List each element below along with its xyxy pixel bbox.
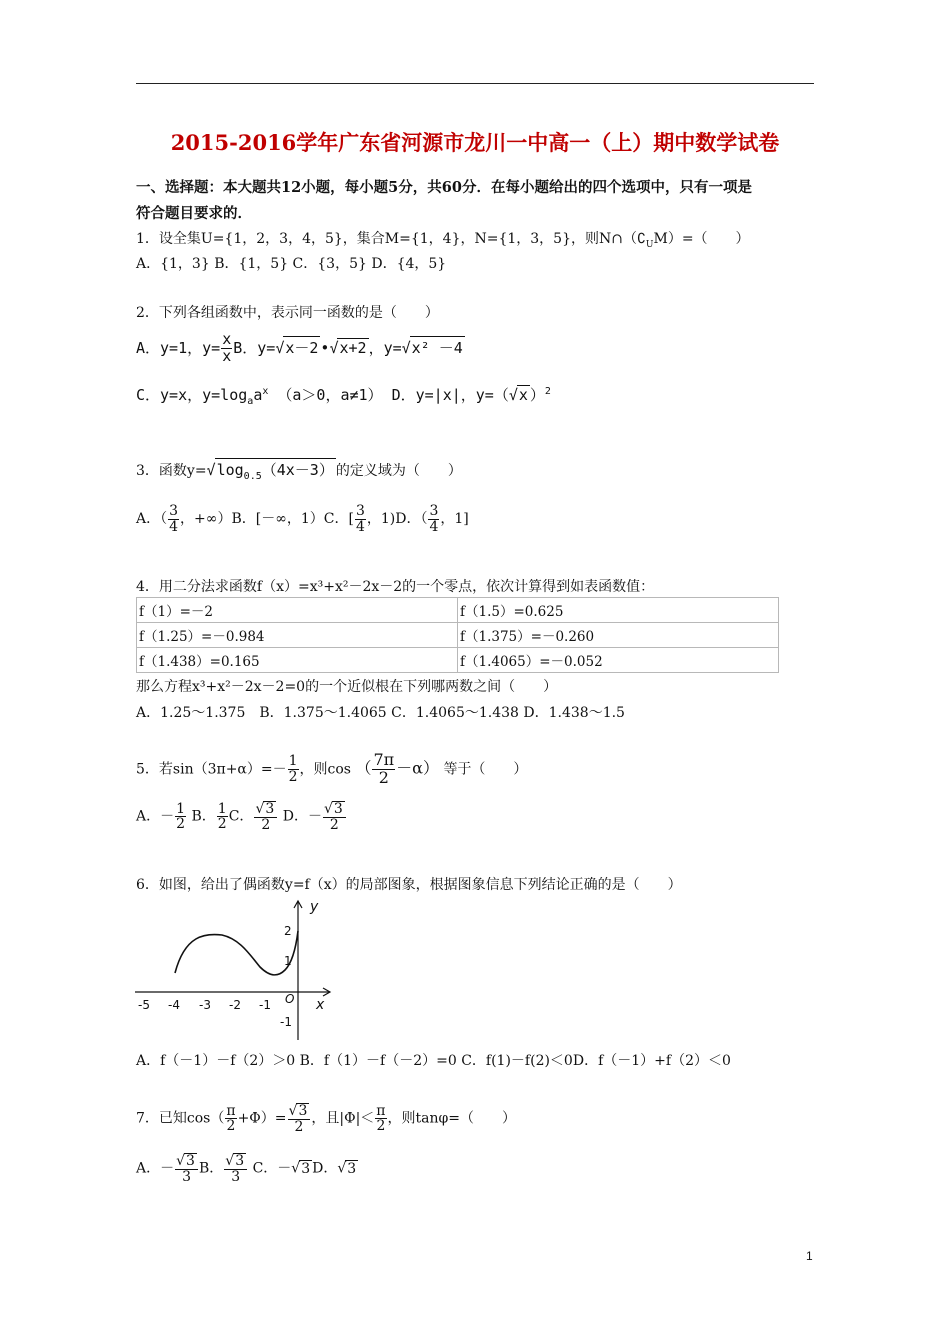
x-tick-label: -3	[199, 998, 211, 1012]
question-1-options: A．{1，3} B．{1，5} C．{3，5} D．{4，5}	[136, 256, 447, 272]
question-7-stem: 7．已知cos（ $\frac{\pi}{2}$ +Φ）= $\frac{√3}{2}$ ，且|Φ|＜ $\frac{\pi}{2}$ ，则tanφ=（ ）	[136, 1102, 517, 1135]
table-cell: f（1.375）=－0.260	[458, 623, 779, 648]
function-value-table	[136, 597, 779, 673]
fraction-x-over-x: $\frac{x}{x}$	[222, 330, 232, 365]
question-4-options: A．1.25～1.375 B．1.375～1.4065 C．1.4065～1.438 D．1.438～1.5	[136, 705, 625, 721]
table-cell: f（1.4065）=－0.052	[458, 648, 779, 673]
section-heading-line2: 符合题目要求的．	[136, 205, 252, 222]
question-4-follow: 那么方程x³+x²－2x－2=0的一个近似根在下列哪两数之间（ ）	[136, 679, 558, 695]
table-row	[137, 598, 779, 623]
question-6-stem: 6．如图，给出了偶函数y=f（x）的局部图象，根据图象信息下列结论正确的是（ ）	[136, 877, 682, 893]
origin-label: O	[285, 992, 295, 1006]
question-3-stem: 3．函数$y=√\log_{0.5}(4x-3)$ 的定义域为（ ）	[136, 458, 462, 482]
header-rule	[136, 83, 814, 84]
function-graph	[130, 895, 340, 1045]
table-cell: f（1）=－2	[137, 598, 458, 623]
question-3-options: A．（ $\frac{3}{4}$ ，+∞）B．[－∞，1）C．[ $\frac{3}{4}$ ，1)D．（ $\frac{3}{4}$ ，1]	[136, 503, 469, 535]
question-2-options-cd: C．y=x，$y=\log_aa^x$ （a＞0，a≠1） D．y=|x|，y=（√x ）$^2$	[136, 386, 551, 407]
x-tick-label: -4	[168, 998, 180, 1012]
exam-title: 2015-2016学年广东省河源市龙川一中高一（上）期中数学试卷	[170, 130, 780, 155]
y-tick-label: 2	[284, 924, 292, 938]
x-tick-label: -5	[138, 998, 150, 1012]
table-cell: f（1.25）=－0.984	[137, 623, 458, 648]
question-2-stem: 2．下列各组函数中，表示同一函数的是（ ）	[136, 305, 439, 321]
x-tick-label: -2	[229, 998, 241, 1012]
curve	[175, 931, 298, 975]
x-axis-label: x	[316, 997, 325, 1013]
question-7-options: A．－ $\frac{√3}{3}$ B． $\frac{√3}{3}$ C．－√3 D．√3	[136, 1153, 357, 1185]
question-4-stem: 4．用二分法求函数f（x）=x³+x²－2x－2的一个零点，依次计算得到如表函数值：	[136, 579, 655, 595]
table-row	[137, 623, 779, 648]
question-5-options: A．－ $\frac{1}{2}$ B． $\frac{1}{2}$ C． $\frac{√3}{2}$ D．－ $\frac{√3}{2}$	[136, 801, 347, 832]
y-tick-label: 1	[284, 954, 292, 968]
page-number: 1	[806, 1249, 813, 1263]
y-tick-label: -1	[280, 1015, 292, 1029]
y-axis-label: y	[310, 899, 319, 915]
section-heading-line1: 一、选择题：本大题共12小题，每小题5分，共60分．在每小题给出的四个选项中，只有一项是	[136, 179, 752, 196]
question-6-options: A．f（－1）－f（2）＞0 B．f（1）－f（－2）=0 C．f(1)－f(2)＜0D．f（－1）+f（2）＜0	[136, 1053, 731, 1069]
question-1-stem: 1．设全集U={1，2，3，4，5}，集合M={1，4}，N={1，3，5}，则$N\cap(∁_UM)=$（ ）	[136, 231, 750, 250]
question-5-stem: 5．若sin（3π+α）=－ $\frac{1}{2}$ ，则cos （ $\frac{7\pi}{2}$ －α） 等于（ ）	[136, 750, 528, 787]
table-cell: f（1.438）=0.165	[137, 648, 458, 673]
question-2-options-ab: A．y=1，y= $\frac{x}{x}$ B．y=√x－2 •√x+2 ，y=√x² －4	[136, 330, 463, 365]
table-row	[137, 648, 779, 673]
x-tick-label: -1	[259, 998, 271, 1012]
table-cell: f（1.5）=0.625	[458, 598, 779, 623]
